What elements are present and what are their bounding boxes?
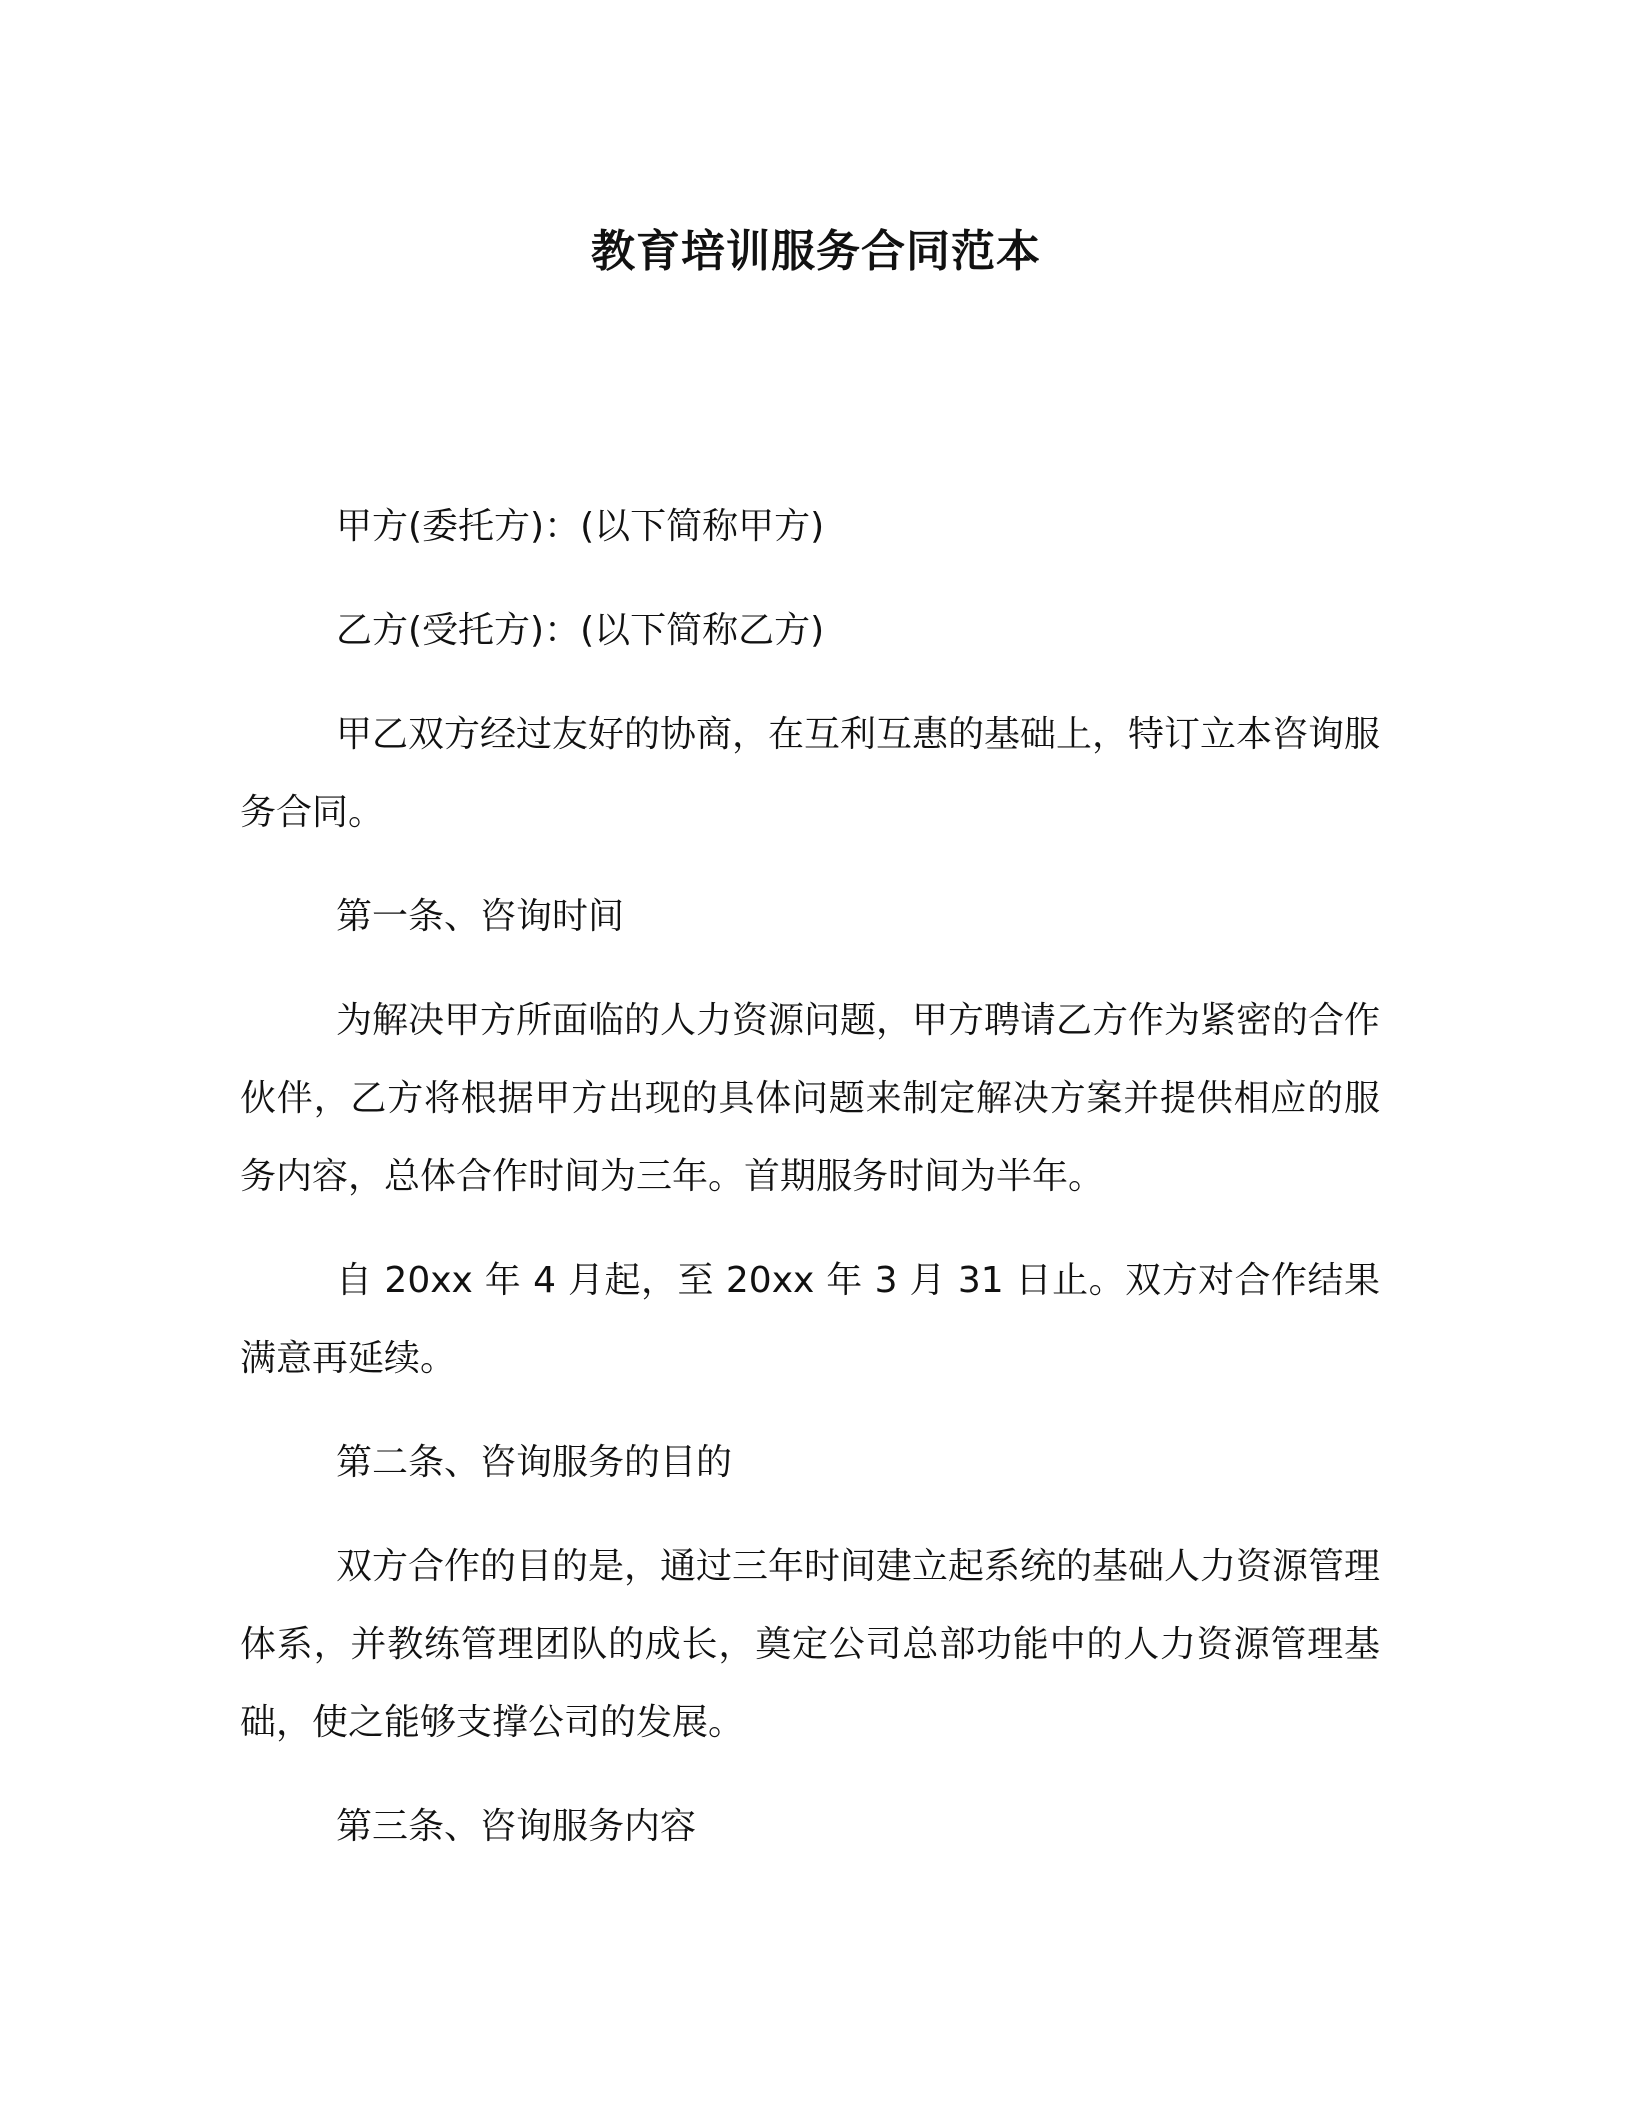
- article-1-body: 为解决甲方所面临的人力资源问题，甲方聘请乙方作为紧密的合作伙伴，乙方将根据甲方出现的具体问题来制定解决方案并提供相应的服务内容，总体合作时间为三年。首期服务时间为半年。: [240, 1000, 1381, 1197]
- party-b-line: 乙方(受托方)：(以下简称乙方): [336, 610, 825, 651]
- preamble-paragraph: 甲乙双方经过友好的协商，在互利互惠的基础上，特订立本咨询服务合同。: [240, 714, 1381, 833]
- article-1-period: 自 20xx 年 4 月起，至 20xx 年 3 月 31 日止。双方对合作结果满意再延续。: [240, 1260, 1380, 1379]
- article-3-heading: 第三条、咨询服务内容: [336, 1806, 697, 1847]
- article-1-heading: 第一条、咨询时间: [336, 896, 625, 937]
- article-2-heading: 第二条、咨询服务的目的: [336, 1442, 733, 1483]
- article-2-body: 双方合作的目的是，通过三年时间建立起系统的基础人力资源管理体系，并教练管理团队的成长，奠定公司总部功能中的人力资源管理基础，使之能够支撑公司的发展。: [240, 1546, 1381, 1743]
- document-title: 教育培训服务合同范本: [591, 226, 1041, 277]
- party-a-line: 甲方(委托方)：(以下简称甲方): [336, 506, 825, 547]
- document-body: [240, 488, 1380, 1892]
